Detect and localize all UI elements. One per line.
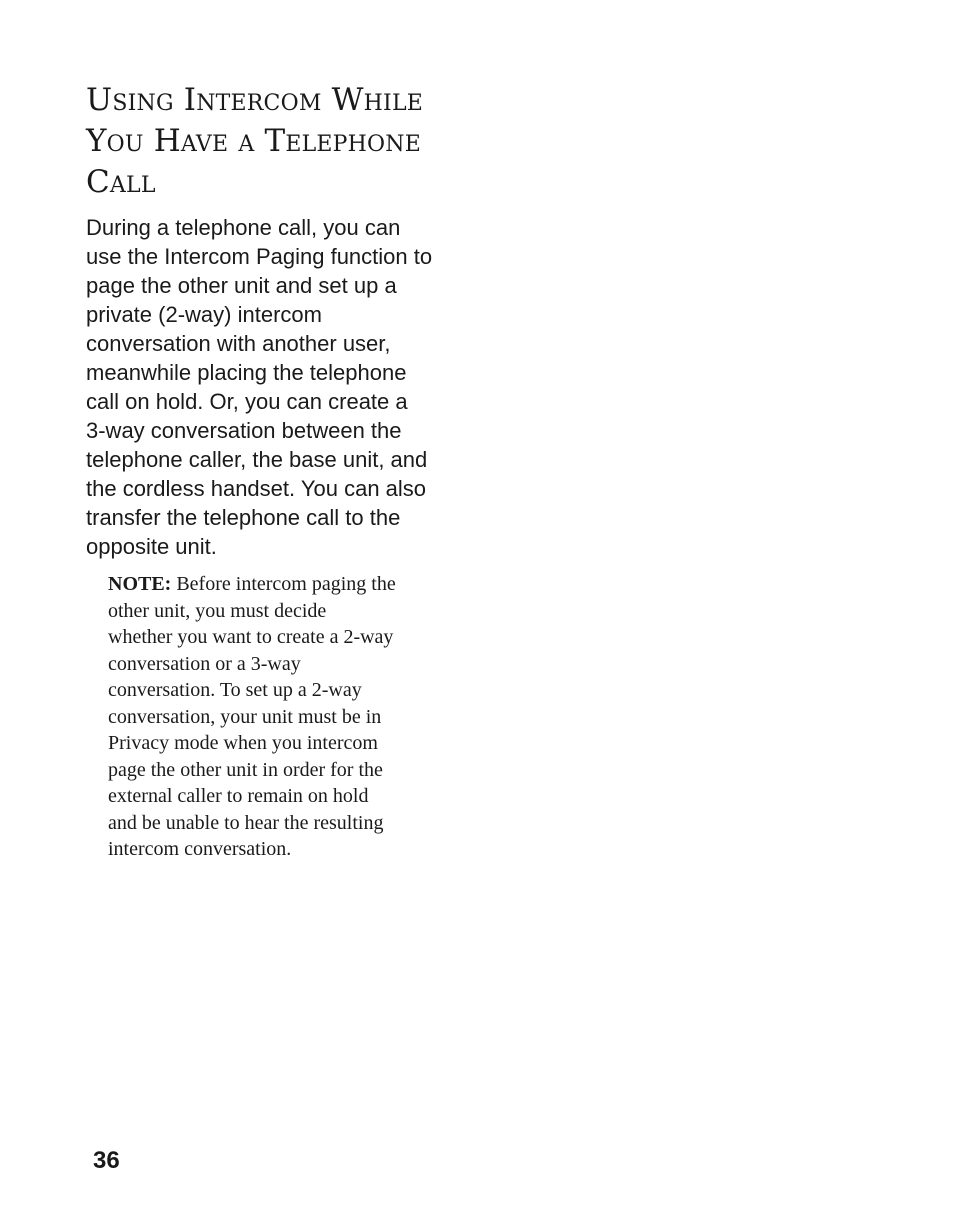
body-line: meanwhile placing the telephone (86, 360, 407, 385)
note-line: page the other unit in order for the (108, 758, 383, 781)
body-paragraph (86, 213, 466, 561)
heading-line: You Have a Telephone (86, 123, 422, 159)
body-line: opposite unit. (86, 534, 217, 559)
note-line: other unit, you must decide (108, 599, 327, 622)
note-line: whether you want to create a 2-way (108, 626, 394, 648)
heading-line: Using Intercom While (86, 82, 424, 118)
section-heading (86, 80, 466, 203)
note-line: external caller to remain on hold (108, 785, 369, 807)
note-line: conversation. To set up a 2-way (108, 679, 362, 701)
body-line: conversation with another user, (86, 331, 391, 356)
heading-line: Call (86, 164, 156, 200)
body-line: telephone caller, the base unit, and (86, 447, 428, 472)
note-line: conversation, your unit must be in (108, 705, 382, 728)
body-line: private (2-way) intercom (86, 302, 322, 327)
body-line: call on hold. Or, you can create a (86, 389, 408, 414)
note-line: conversation or a 3-way (108, 652, 301, 675)
body-line: transfer the telephone call to the (86, 505, 401, 530)
note-label: NOTE: (108, 573, 172, 595)
body-line: During a telephone call, you can (86, 215, 401, 240)
note-first-line-text: Before intercom paging the (171, 573, 396, 595)
note-line: intercom conversation. (108, 838, 292, 860)
page-number: 36 (93, 1147, 120, 1174)
note-first-line (108, 571, 458, 598)
note-line: Privacy mode when you intercom (108, 732, 378, 754)
body-line: 3-way conversation between the (86, 418, 402, 443)
note-line: and be unable to hear the resulting (108, 811, 384, 834)
note-block (108, 571, 458, 863)
body-line: use the Intercom Paging function to (86, 244, 433, 269)
body-line: the cordless handset. You can also (86, 476, 427, 501)
body-line: page the other unit and set up a (86, 273, 397, 298)
